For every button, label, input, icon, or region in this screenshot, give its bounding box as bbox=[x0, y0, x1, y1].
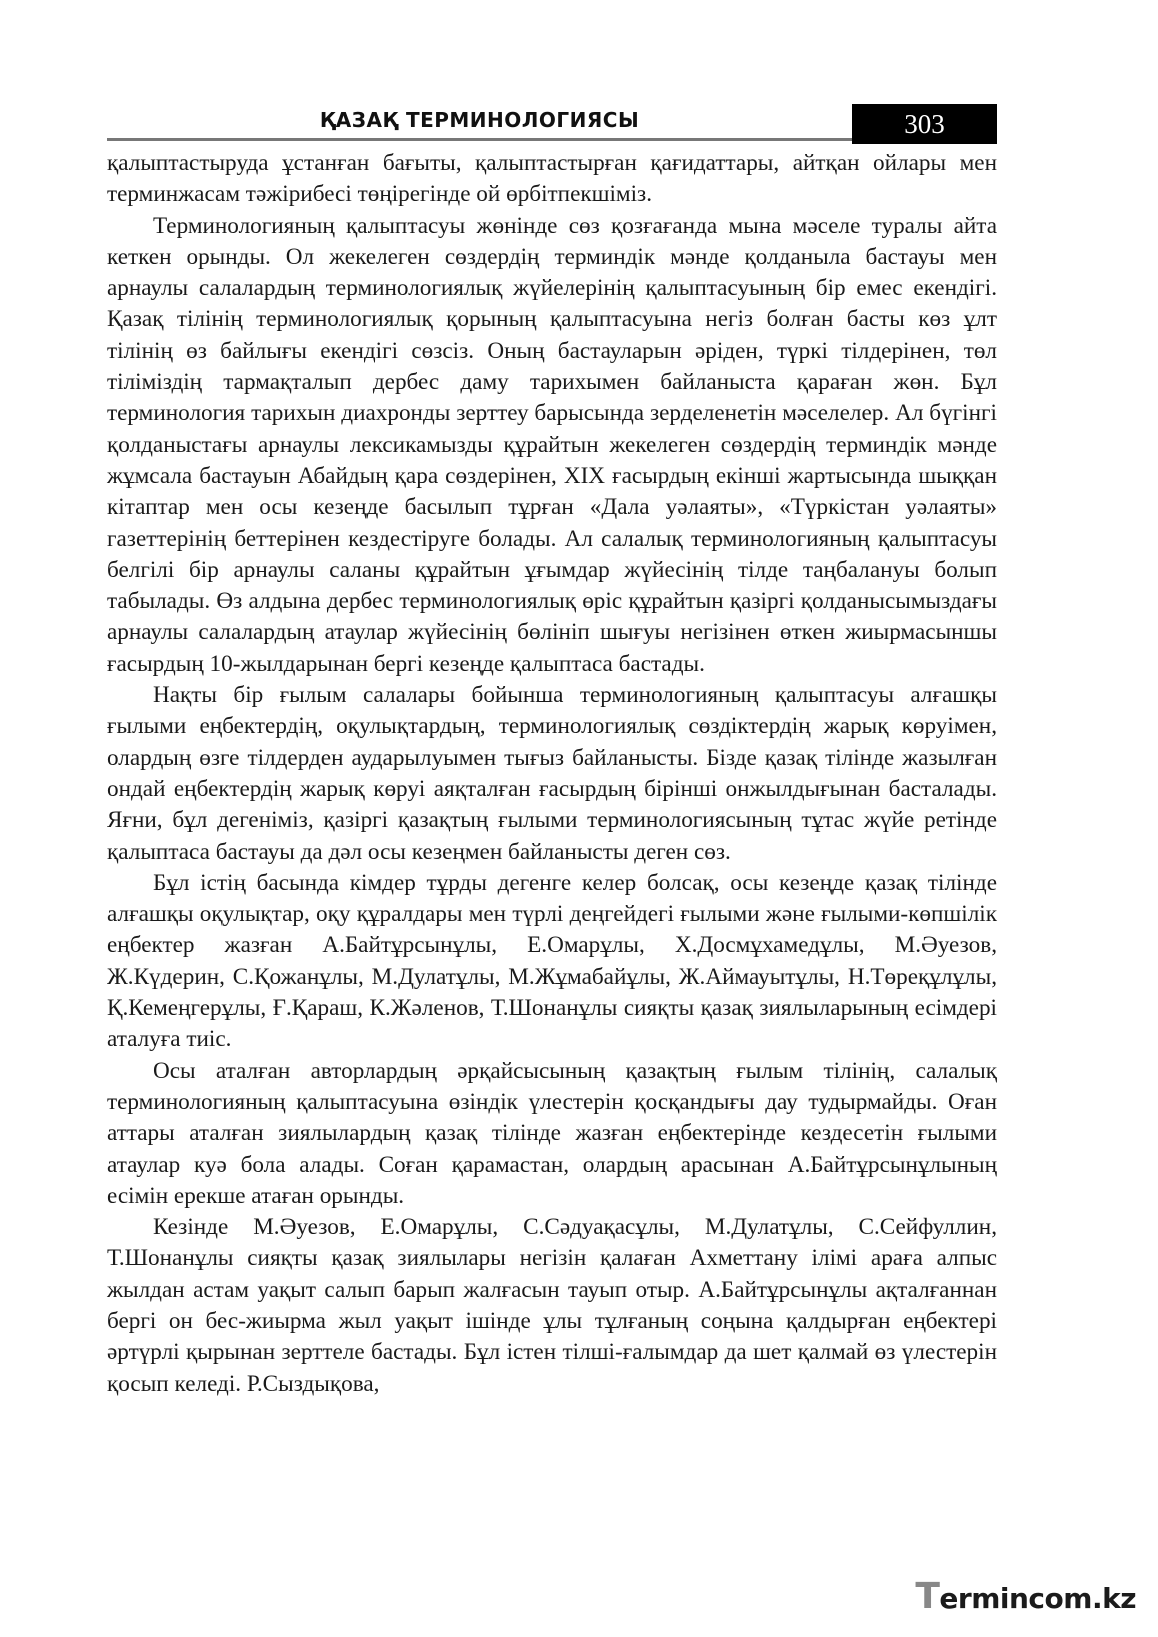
paragraph-continued: қалыптастыруда ұстанған бағыты, қалыптастырған қағидаттары, айтқан ойлары мен терминжасам тәжірибесі төңірегінде ой өрбітпекшіміз. bbox=[107, 150, 997, 208]
paragraph: Кезінде М.Әуезов, Е.Омарұлы, С.Сәдуақасұлы, М.Дулатұлы, С.Сейфуллин, Т.Шонанұлы сияқты қазақ зиялылары негізін қалаған Ахметтану ілімі араға алпыс жылдан астам уақыт салып барып жалғасын тауып отыр. А.Байтұрсынұлы ақталғаннан бергі он бес-жиырма жыл уақыт ішінде ұлы тұлғаның соңына қалдырған еңбектері әртүрлі қырынан зерттеле бастады. Бұл істен тілші-ғалымдар да шет қалмай өз үлестерін қосып келеді. Р.Сыздықова, bbox=[107, 1214, 997, 1397]
logo-text: ermincom.kz bbox=[939, 1582, 1136, 1615]
page-number: 303 bbox=[852, 104, 997, 144]
page-header bbox=[107, 104, 997, 144]
body-text bbox=[107, 148, 997, 1400]
paragraph: Нақты бір ғылым салалары бойынша терминологияның қалыптасуы алғашқы ғылыми еңбектердің, оқулықтардың, терминологиялық сөздіктердің жарық көруімен, олардың өзге тілдерден аударылуымен тығыз байланысты. Бізде қазақ тілінде жазылған ондай еңбектердің жарық көруі аяқталған ғасырдың бірінші онжылдығынан басталады. Яғни, бұл дегеніміз, қазіргі қазақтың ғылыми терминологиясының тұтас жүйе ретінде қалыптаса бастауы да дәл осы кезеңмен байланысты деген сөз. bbox=[107, 682, 997, 865]
header-rule bbox=[107, 138, 852, 141]
paragraph: Осы аталған авторлардың әрқайсысының қазақтың ғылым тілінің, салалық терминологияның қалыптасуына өзіндік үлестерін қосқандығы дау тудырмайды. Оған аттары аталған зиялылардың қазақ тілінде жазған еңбектерінде кездесетін ғылыми атаулар куә бола алады. Соған қарамастан, олардың арасынан А.Байтұрсынұлының есімін ерекше атаған орынды. bbox=[107, 1057, 997, 1209]
logo-letter: T bbox=[915, 1576, 940, 1617]
running-title: ҚАЗАҚ ТЕРМИНОЛОГИЯСЫ bbox=[319, 108, 640, 132]
paragraph: Терминологияның қалыптасуы жөнінде сөз қозғағанда мына мәселе туралы айта кеткен орынды. Ол жекелеген сөздердің терминдік мәнде қолданыла бастауы мен арнаулы салалардың терминологиялық жүйелерінің қалыптасуының бір емес екендігі. Қазақ тілінің терминологиялық қорының қалыптасуына негіз болған басты көз ұлт тілінің өз байлығы екендігі сөзсіз. Оның бастауларын әріден, түркі тілдерінен, төл тіліміздің тармақталып дербес даму тарихымен байланыста қараған жөн. Бұл терминология тарихын диахронды зерттеу барысында зерделенетін мәселелер. Ал бүгінгі қолданыстағы арнаулы лексикамызды құрайтын жекелеген сөздердің терминдік мәнде жұмсала бастауын Абайдың қара сөздерінен, ХІХ ғасырдың екінші жартысында шыққан кітаптар мен осы кезеңде басылып тұрған «Дала уәлаяты», «Түркістан уәлаяты» газеттерінің беттерінен кездестіруге болады. Ал салалық терминологияның қалыптасуы белгілі бір арнаулы саланы құрайтын ұғымдар жүйесінің тілде таңбалануы болып табылады. Өз алдына дербес терминологиялық өріс құрайтын қазіргі қолданысымыздағы арнаулы салалардың атаулар жүйесінің бөлініп шығуы негізінен өткен жиырмасыншы ғасырдың 10-жылдарынан бергі кезеңде қалыптаса бастады. bbox=[107, 212, 997, 677]
paragraph: Бұл істің басында кімдер тұрды дегенге келер болсақ, осы кезеңде қазақ тілінде алғашқы оқулықтар, оқу құралдары мен түрлі деңгейдегі ғылыми және ғылыми-көпшілік еңбектер жазған А.Байтұрсынұлы, Е.Омарұлы, Х.Досмұхамедұлы, М.Әуезов, Ж.Күдерин, С.Қожанұлы, М.Дулатұлы, М.Жұмабайұлы, Ж.Аймауытұлы, Н.Төреқұлұлы, Қ.Кемеңгерұлы, Ғ.Қараш, К.Жәленов, Т.Шонанұлы сияқты қазақ зиялыларының есімдері аталуға тиіс. bbox=[107, 869, 997, 1053]
termincom-logo bbox=[915, 1576, 1136, 1617]
